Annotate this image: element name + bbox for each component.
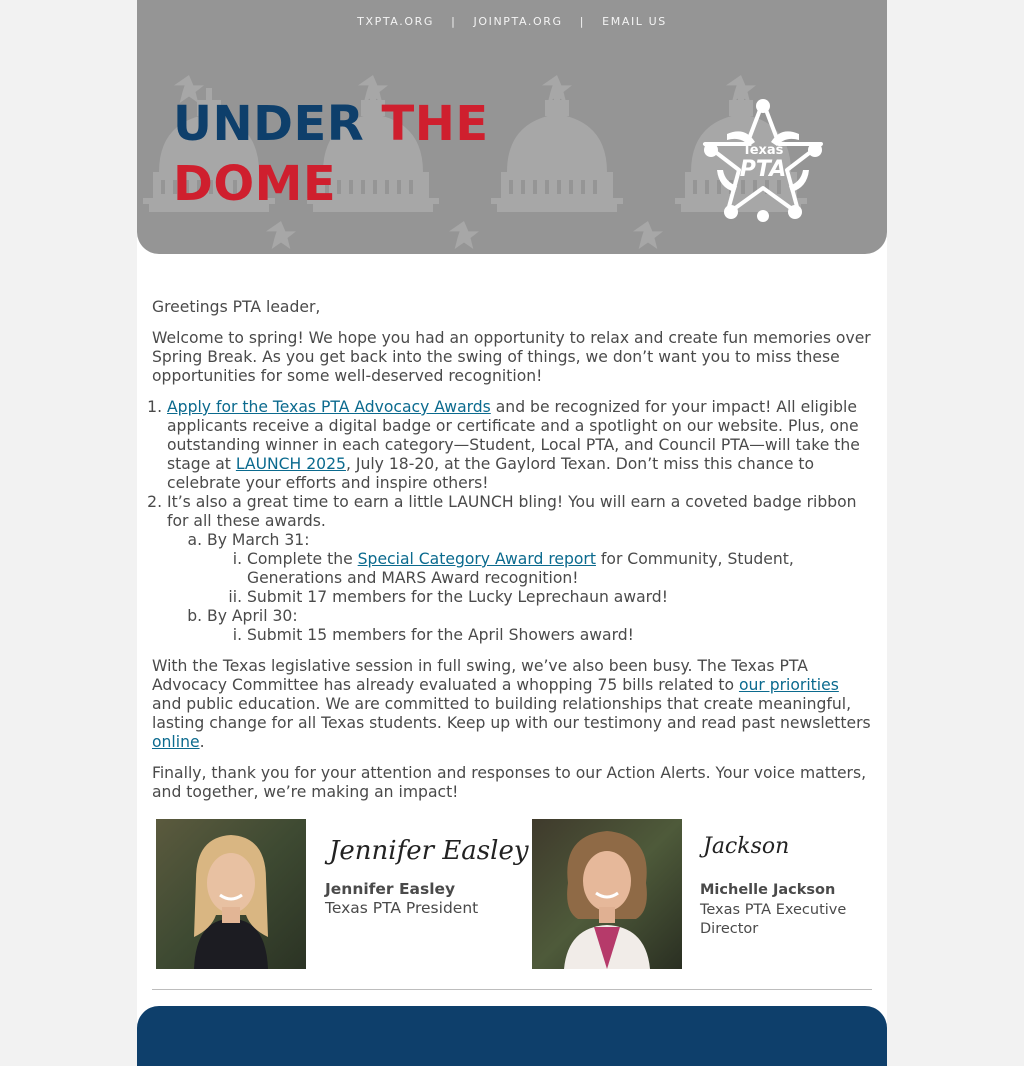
jennifer-easley-photo bbox=[156, 819, 306, 969]
task-text-end: for Community, Student, Generations and MARS Award recognition! bbox=[247, 550, 794, 587]
michelle-jackson-photo bbox=[532, 819, 682, 969]
list-item bbox=[207, 531, 872, 607]
list-item: i. Submit 15 members for the April Showers award! bbox=[247, 626, 872, 645]
nav-link-txpta[interactable]: TXPTA.ORG bbox=[357, 15, 434, 28]
michelle-jackson-signature bbox=[701, 819, 791, 879]
jennifer-easley-signature bbox=[325, 821, 529, 879]
april-tasks bbox=[247, 626, 872, 645]
item1-text-end: , July 18-20, at the Gaylord Texan. Don’t miss this chance to celebrate your efforts and inspire others! bbox=[167, 455, 815, 492]
signature-script-2: Jackson bbox=[703, 834, 790, 859]
signature-block bbox=[156, 819, 876, 969]
top-nav bbox=[137, 15, 887, 28]
deadline-list bbox=[207, 531, 872, 645]
intro-paragraph: Welcome to spring! We hope you had an opportunity to relax and create fun memories over Spring Break. As you get back into the swing of things, we don’t want you to miss these opportunities for some well-deserved recognition! bbox=[152, 329, 871, 385]
signer-name-1: Jennifer Easley bbox=[325, 880, 456, 898]
logo-text-pta: PTA bbox=[739, 157, 787, 182]
title-word-under: UNDER bbox=[173, 96, 365, 152]
deadline-march: By March 31: bbox=[207, 531, 310, 549]
section-divider bbox=[152, 989, 872, 990]
list-item: ii. Submit 17 members for the Lucky Leprechaun award! bbox=[247, 588, 872, 607]
special-category-report-link[interactable]: Special Category Award report bbox=[357, 550, 596, 568]
footer-banner bbox=[137, 1006, 887, 1066]
nav-link-joinpta[interactable]: JOINPTA.ORG bbox=[473, 15, 563, 28]
title-word-dome: DOME bbox=[173, 156, 337, 212]
greeting: Greetings PTA leader, bbox=[152, 298, 321, 316]
closing-paragraph: Finally, thank you for your attention and responses to our Action Alerts. Your voice matters, and together, we’re making an impact! bbox=[152, 764, 867, 801]
newsletter-title bbox=[173, 94, 489, 214]
online-link[interactable]: online bbox=[152, 733, 200, 751]
header-banner bbox=[137, 0, 887, 254]
signature-script-1: Jennifer Easley bbox=[329, 836, 529, 866]
signer-title-1: Texas PTA President bbox=[325, 899, 479, 917]
launch-2025-link[interactable]: LAUNCH 2025 bbox=[235, 455, 346, 473]
newsletter-content bbox=[152, 298, 872, 814]
nav-separator: | bbox=[451, 15, 457, 28]
list-item bbox=[167, 493, 872, 645]
legislative-paragraph bbox=[152, 657, 872, 752]
list-item bbox=[167, 398, 872, 493]
list-item bbox=[247, 550, 872, 588]
advocacy-awards-link[interactable]: Apply for the Texas PTA Advocacy Awards bbox=[167, 398, 491, 416]
signer-title-2: Texas PTA Executive Director bbox=[700, 902, 847, 937]
para2-text-mid: and public education. We are committed to building relationships that create meaningful, lasting change for all Texas students. Keep up with our testimony and read past newsletters bbox=[152, 695, 871, 732]
awards-list bbox=[167, 398, 872, 645]
texas-pta-logo bbox=[697, 92, 829, 228]
nav-separator: | bbox=[579, 15, 586, 28]
march-tasks bbox=[247, 550, 872, 607]
item1-text: and be recognized for your impact! All eligible applicants receive a digital badge or certificate and a spotlight on our website. Plus, one outstanding winner in each category—Student, Local PTA, and Council PTA—will take the stage at bbox=[167, 398, 860, 473]
email-body bbox=[137, 0, 887, 1024]
task-text: Complete the bbox=[247, 550, 358, 568]
item2-text: It’s also a great time to earn a little LAUNCH bling! You will earn a coveted badge ribbon for all these awards. bbox=[167, 493, 857, 530]
title-word-the: THE bbox=[381, 96, 489, 152]
list-item bbox=[207, 607, 872, 645]
para2-text-end: . bbox=[199, 733, 205, 751]
nav-link-email-us[interactable]: EMAIL US bbox=[602, 15, 667, 28]
logo-text-texas: Texas bbox=[742, 143, 784, 158]
para2-text: With the Texas legislative session in full swing, we’ve also been busy. The Texas PTA Advocacy Committee has already evaluated a whopping 75 bills related to bbox=[152, 657, 808, 694]
deadline-april: By April 30: bbox=[207, 607, 298, 625]
signer-name-2: Michelle Jackson bbox=[700, 882, 836, 898]
our-priorities-link[interactable]: our priorities bbox=[738, 676, 839, 694]
